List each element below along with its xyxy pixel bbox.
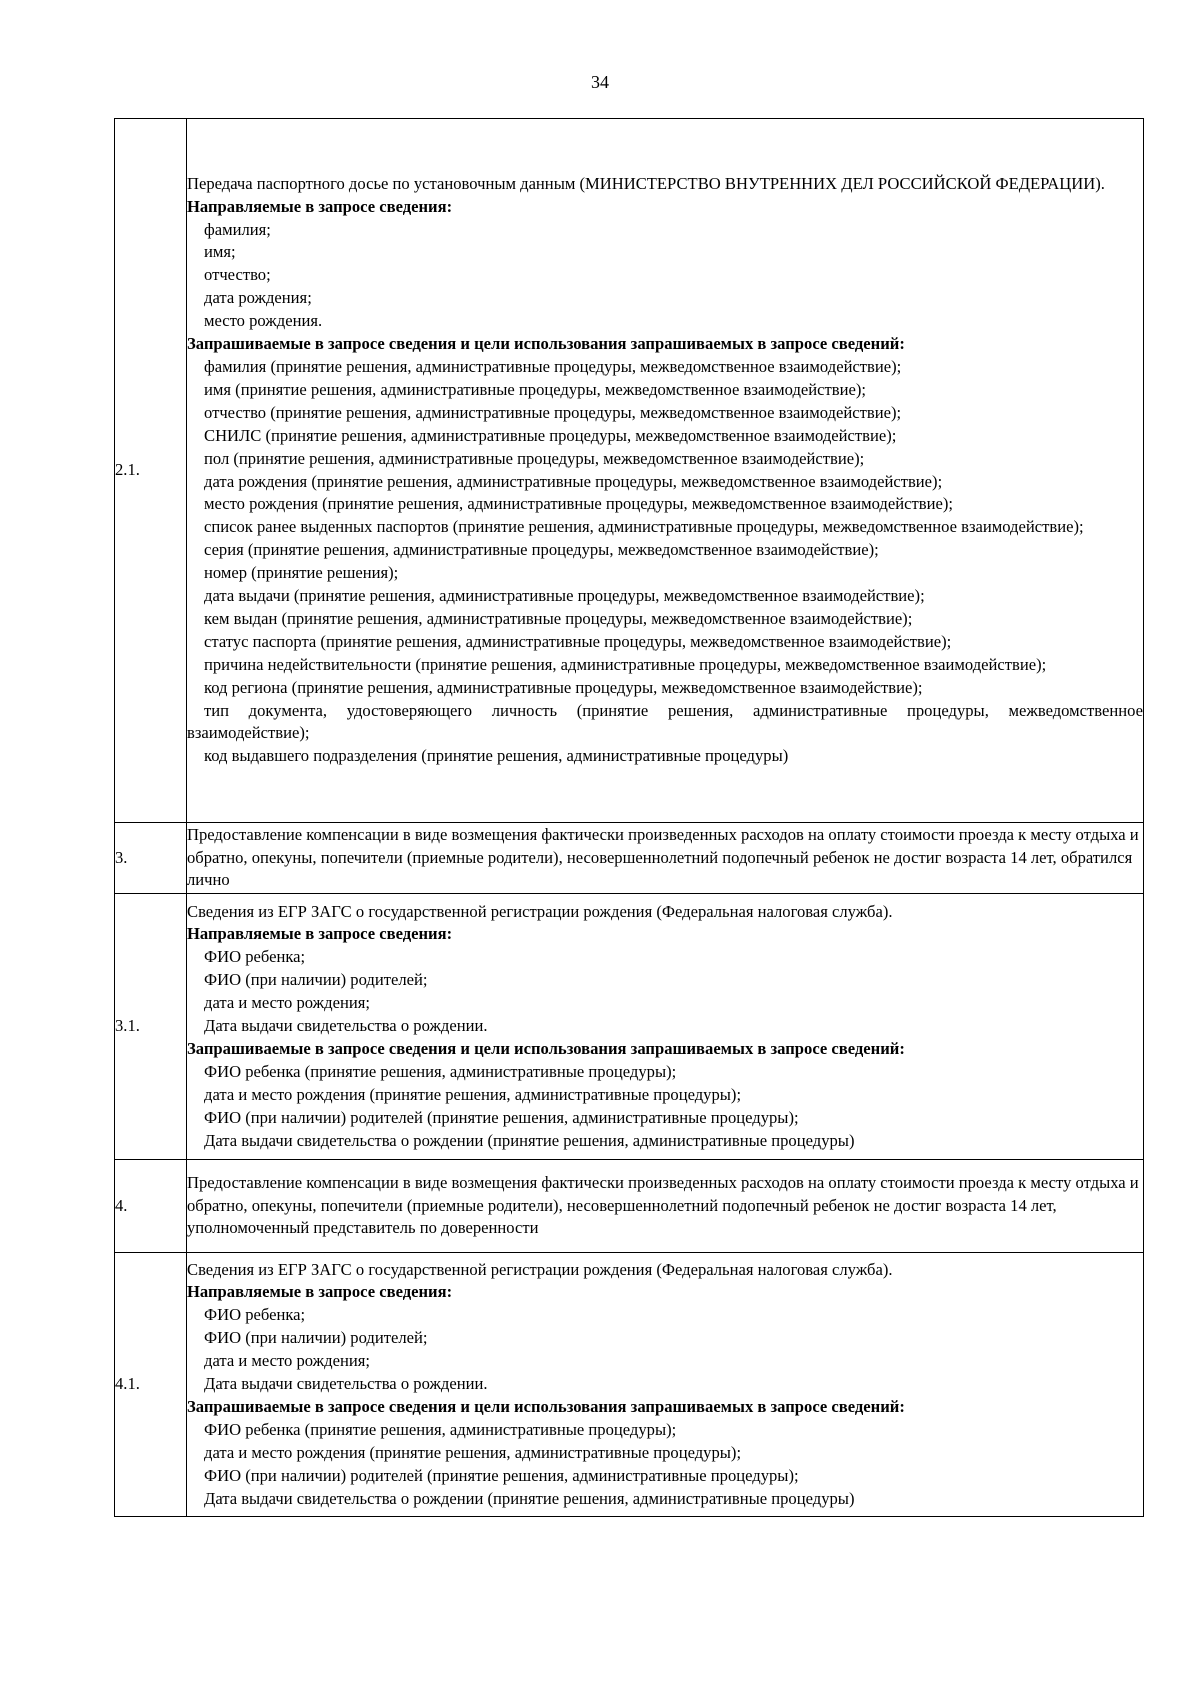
intro-text: Сведения из ЕГР ЗАГС о государственной регистрации рождения (Федеральная налоговая служба). <box>187 1259 893 1279</box>
list-item: ФИО ребенка; <box>204 1305 306 1325</box>
list-item: СНИЛС (принятие решения, административные процедуры, межведомственное взаимодействие); <box>204 425 897 445</box>
list-item: код выдавшего подразделения (принятие решения, административные процедуры) <box>204 746 789 766</box>
row-content <box>187 894 1144 1160</box>
list-item: статус паспорта (принятие решения, административные процедуры, межведомственное взаимодействие); <box>204 631 952 651</box>
table-row <box>115 823 1144 894</box>
sent-header: Направляемые в запросе сведения: <box>187 924 453 944</box>
sent-header: Направляемые в запросе сведения: <box>187 1282 453 1302</box>
list-item: ФИО ребенка (принятие решения, административные процедуры); <box>204 1061 677 1081</box>
list-item: дата и место рождения; <box>204 993 370 1013</box>
row-number: 3.1. <box>115 894 187 1160</box>
list-item: ФИО (при наличии) родителей (принятие решения, административные процедуры); <box>204 1107 799 1127</box>
row-number: 3. <box>115 823 187 894</box>
service-description: Предоставление компенсации в виде возмещения фактически произведенных расходов на оплату стоимости проезда к месту отдыха и обратно, опекуны, попечители (приемные родители), несовершеннолетний подопечный ребенок не достиг возраста 14 лет, обратился лично <box>187 824 1139 890</box>
list-item: место рождения. <box>204 311 323 331</box>
list-item: дата рождения (принятие решения, административные процедуры, межведомственное взаимодействие); <box>204 471 943 491</box>
requested-header: Запрашиваемые в запросе сведения и цели использования запрашиваемых в запросе сведений: <box>187 1396 905 1416</box>
list-item: дата и место рождения (принятие решения, административные процедуры); <box>204 1084 742 1104</box>
list-item: дата и место рождения; <box>204 1351 370 1371</box>
intro-text: Сведения из ЕГР ЗАГС о государственной регистрации рождения (Федеральная налоговая служба). <box>187 901 893 921</box>
list-item: дата выдачи (принятие решения, административные процедуры, межведомственное взаимодействие); <box>204 586 925 606</box>
table-row <box>115 1160 1144 1253</box>
table-row <box>115 1253 1144 1517</box>
sent-header: Направляемые в запросе сведения: <box>187 196 453 216</box>
list-item: ФИО ребенка; <box>204 947 306 967</box>
list-item: список ранее выденных паспортов (принятие решения, административные процедуры, межведомственное взаимодействие); <box>204 517 1084 537</box>
list-item: ФИО ребенка (принятие решения, административные процедуры); <box>204 1419 677 1439</box>
list-item: отчество (принятие решения, административные процедуры, межведомственное взаимодействие); <box>204 402 902 422</box>
row-content <box>187 1160 1144 1253</box>
page-number: 34 <box>591 72 609 92</box>
list-item: Дата выдачи свидетельства о рождении. <box>204 1016 488 1036</box>
list-item: ФИО (при наличии) родителей; <box>204 970 428 990</box>
list-item: ФИО (при наличии) родителей; <box>204 1328 428 1348</box>
list-item: кем выдан (принятие решения, административные процедуры, межведомственное взаимодействие); <box>204 608 913 628</box>
row-number: 2.1. <box>115 119 187 823</box>
services-table <box>114 118 1144 1517</box>
list-item: место рождения (принятие решения, административные процедуры, межведомственное взаимодействие); <box>204 494 953 514</box>
list-item: дата рождения; <box>204 288 312 308</box>
requested-header: Запрашиваемые в запросе сведения и цели использования запрашиваемых в запросе сведений: <box>187 334 905 354</box>
list-item: код региона (принятие решения, административные процедуры, межведомственное взаимодействие); <box>204 677 923 697</box>
list-item: серия (принятие решения, административные процедуры, межведомственное взаимодействие); <box>204 540 879 560</box>
intro-text: Передача паспортного досье по установочным данным (МИНИСТЕРСТВО ВНУТРЕННИХ ДЕЛ РОССИЙСКОЙ ФЕДЕРАЦИИ). <box>187 173 1105 193</box>
list-item: Дата выдачи свидетельства о рождении. <box>204 1374 488 1394</box>
list-item: дата и место рождения (принятие решения, административные процедуры); <box>204 1442 742 1462</box>
list-item: фамилия; <box>204 219 271 239</box>
list-item: ФИО (при наличии) родителей (принятие решения, административные процедуры); <box>204 1465 799 1485</box>
table-row <box>115 894 1144 1160</box>
row-number: 4.1. <box>115 1253 187 1517</box>
list-item: Дата выдачи свидетельства о рождении (принятие решения, административные процедуры) <box>204 1488 855 1508</box>
list-item: Дата выдачи свидетельства о рождении (принятие решения, административные процедуры) <box>204 1130 855 1150</box>
list-item: номер (принятие решения); <box>204 563 399 583</box>
table-row <box>115 119 1144 823</box>
row-number: 4. <box>115 1160 187 1253</box>
list-item: отчество; <box>204 265 271 285</box>
requested-header: Запрашиваемые в запросе сведения и цели использования запрашиваемых в запросе сведений: <box>187 1038 905 1058</box>
list-item: имя (принятие решения, административные процедуры, межведомственное взаимодействие); <box>204 379 866 399</box>
list-item: имя; <box>204 242 236 262</box>
list-item: фамилия (принятие решения, административные процедуры, межведомственное взаимодействие); <box>204 356 902 376</box>
service-description: Предоставление компенсации в виде возмещения фактически произведенных расходов на оплату стоимости проезда к месту отдыха и обратно, опекуны, попечители (приемные родители), несовершеннолетний подопечный ребенок не достиг возраста 14 лет, уполномоченный представитель по доверенности <box>187 1172 1139 1238</box>
list-item: причина недействительности (принятие решения, административные процедуры, межведомственное взаимодействие); <box>204 654 1047 674</box>
list-item: тип документа, удостоверяющего личность (принятие решения, административные процедуры, межведомственное взаимодействие); <box>187 700 1143 743</box>
row-content <box>187 1253 1144 1517</box>
row-content <box>187 119 1144 823</box>
list-item: пол (принятие решения, административные процедуры, межведомственное взаимодействие); <box>204 448 865 468</box>
row-content <box>187 823 1144 894</box>
